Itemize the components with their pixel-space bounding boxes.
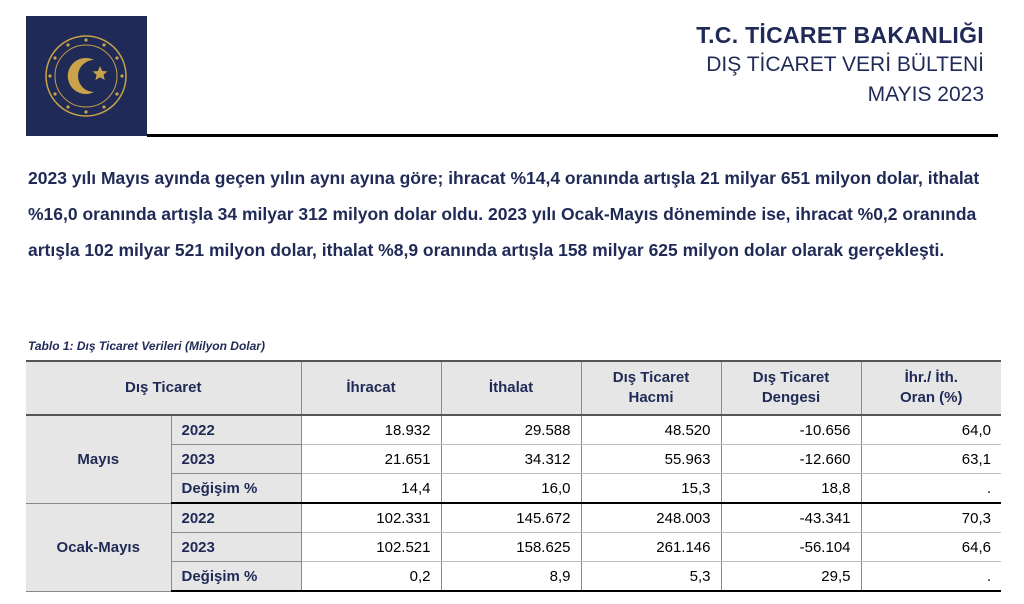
bulletin-title: DIŞ TİCARET VERİ BÜLTENİ — [706, 53, 984, 76]
table-header-row — [26, 361, 1001, 415]
cell-oran: . — [861, 562, 1001, 592]
header-ithalat: İthalat — [441, 361, 581, 415]
table-row — [26, 474, 1001, 504]
group-label-ocak-mayis: Ocak-Mayıs — [26, 503, 171, 591]
cell-ihracat: 0,2 — [301, 562, 441, 592]
row-label: 2022 — [171, 503, 301, 533]
table-row — [26, 533, 1001, 562]
cell-hacim: 5,3 — [581, 562, 721, 592]
foreign-trade-table — [26, 360, 1001, 592]
cell-hacim: 55.963 — [581, 445, 721, 474]
cell-denge: 29,5 — [721, 562, 861, 592]
header-hacim — [581, 361, 721, 415]
cell-hacim: 48.520 — [581, 415, 721, 445]
cell-ithalat: 16,0 — [441, 474, 581, 504]
cell-hacim: 248.003 — [581, 503, 721, 533]
cell-ihracat: 21.651 — [301, 445, 441, 474]
row-label: 2023 — [171, 445, 301, 474]
cell-ithalat: 29.588 — [441, 415, 581, 445]
header-oran — [861, 361, 1001, 415]
cell-ithalat: 158.625 — [441, 533, 581, 562]
header-hacim-line1: Dış Ticaret — [612, 369, 690, 386]
row-label: 2023 — [171, 533, 301, 562]
intro-paragraph: 2023 yılı Mayıs ayında geçen yılın aynı ayına göre; ihracat %14,4 oranında artışla 21 milyar 651 milyon dolar, ithalat %16,0 oranında artışla 34 milyar 312 milyon dolar oldu. 2023 yılı Ocak-Mayıs döneminde ise, ihracat %0,2 oranında artışla 102 milyar 521 milyon dolar, ithalat %8,9 oranında artışla 158 milyar 625 milyon dolar olarak gerçekleşti. — [28, 168, 980, 260]
cell-ithalat: 8,9 — [441, 562, 581, 592]
row-label: 2022 — [171, 415, 301, 445]
cell-denge: 18,8 — [721, 474, 861, 504]
header-ihracat: İhracat — [301, 361, 441, 415]
cell-denge: -12.660 — [721, 445, 861, 474]
cell-oran: 63,1 — [861, 445, 1001, 474]
cell-hacim: 15,3 — [581, 474, 721, 504]
header-title-block — [696, 20, 984, 110]
header-oran-line2: Oran (%) — [899, 389, 963, 406]
cell-oran: 64,0 — [861, 415, 1001, 445]
header-divider — [147, 134, 998, 137]
header-denge — [721, 361, 861, 415]
row-label: Değişim % — [171, 474, 301, 504]
group-label-mayis: Mayıs — [26, 415, 171, 503]
ministry-seal-icon — [26, 16, 147, 136]
row-label: Değişim % — [171, 562, 301, 592]
table-caption: Tablo 1: Dış Ticaret Verileri (Milyon Dolar) — [28, 339, 265, 353]
cell-oran: 64,6 — [861, 533, 1001, 562]
cell-hacim: 261.146 — [581, 533, 721, 562]
table-row — [26, 562, 1001, 592]
cell-ihracat: 102.521 — [301, 533, 441, 562]
cell-ihracat: 14,4 — [301, 474, 441, 504]
header-denge-line2: Dengesi — [761, 389, 821, 406]
cell-denge: -56.104 — [721, 533, 861, 562]
cell-oran: 70,3 — [861, 503, 1001, 533]
ministry-title: T.C. TİCARET BAKANLIĞI — [696, 22, 984, 48]
header-oran-line1: İhr./ İth. — [904, 369, 958, 386]
cell-denge: -10.656 — [721, 415, 861, 445]
cell-denge: -43.341 — [721, 503, 861, 533]
cell-ihracat: 18.932 — [301, 415, 441, 445]
header-hacim-line2: Hacmi — [628, 389, 674, 406]
cell-ithalat: 34.312 — [441, 445, 581, 474]
header-denge-line1: Dış Ticaret — [752, 369, 830, 386]
cell-ithalat: 145.672 — [441, 503, 581, 533]
table-row — [26, 503, 1001, 533]
cell-ihracat: 102.331 — [301, 503, 441, 533]
bulletin-period: MAYIS 2023 — [867, 83, 984, 106]
table-row — [26, 445, 1001, 474]
header-dis-ticaret: Dış Ticaret — [26, 361, 301, 415]
cell-oran: . — [861, 474, 1001, 504]
table-row — [26, 415, 1001, 445]
